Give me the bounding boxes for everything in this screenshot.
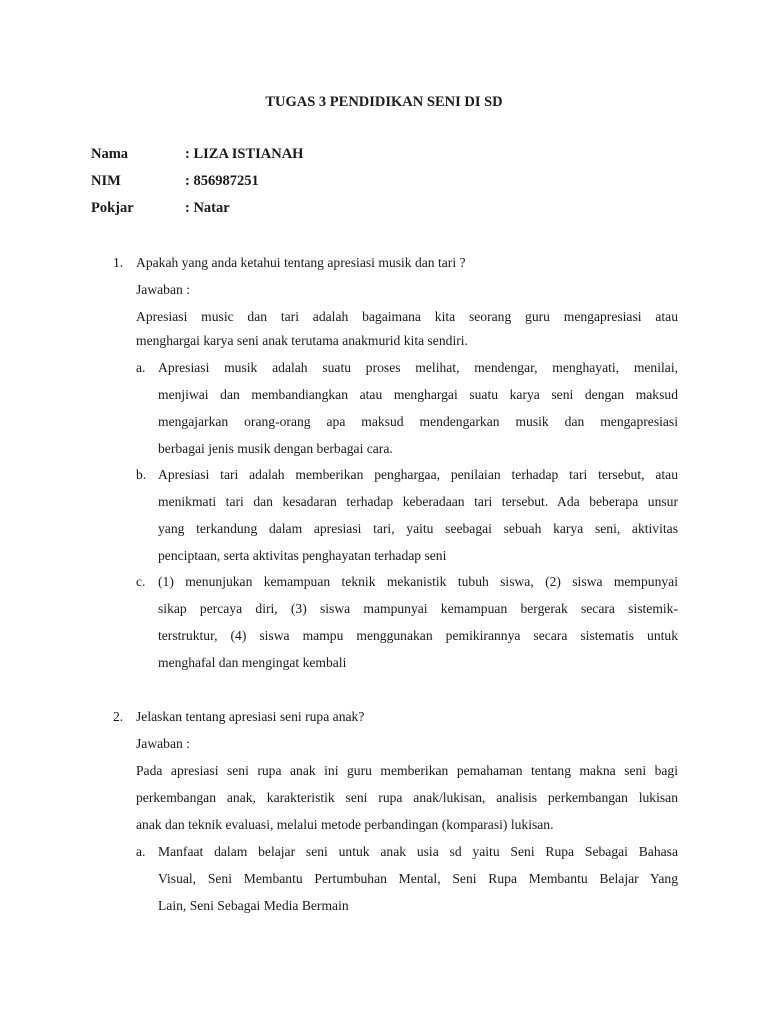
list-item-line: menikmati tari dan kesadaran terhadap keberadaan tari tersebut. Ada beberapa unsur [158, 494, 678, 509]
list-item-label: a. [136, 360, 146, 375]
answer-intro-line: menghargai karya seni anak terutama anakmurid kita sendiri. [136, 333, 468, 348]
list-item-label: a. [136, 844, 146, 859]
list-item-line: (1) menunjukan kemampuan teknik mekanistik tubuh siswa, (2) siswa mempunyai [158, 574, 678, 589]
identity-label: NIM [91, 173, 121, 189]
identity-value: : 856987251 [185, 173, 259, 189]
list-item-line: terstruktur, (4) siswa mampu menggunakan pemikirannya secara sistematis untuk [158, 628, 678, 643]
question-text: Jelaskan tentang apresiasi seni rupa anak? [136, 709, 365, 724]
answer-intro-line: Pada apresiasi seni rupa anak ini guru memberikan pemahaman tentang makna seni bagi [136, 763, 678, 778]
answer-intro-line: Apresiasi music dan tari adalah bagaimana kita seorang guru mengapresiasi atau [136, 309, 678, 324]
list-item-line: penciptaan, serta aktivitas penghayatan terhadap seni [158, 548, 447, 563]
question-number: 1. [113, 255, 124, 270]
question-text: Apakah yang anda ketahui tentang apresiasi musik dan tari ? [136, 255, 466, 270]
list-item-line: Apresiasi tari adalah memberikan penghargaa, penilaian terhadap tari tersebut, atau [158, 467, 678, 482]
identity-label: Pokjar [91, 200, 134, 216]
question-number: 2. [113, 709, 124, 724]
list-item-line: Lain, Seni Sebagai Media Bermain [158, 898, 349, 913]
answer-intro-line: anak dan teknik evaluasi, melalui metode perbandingan (komparasi) lukisan. [136, 817, 554, 832]
list-item-line: menjiwai dan membandiangkan atau menghargai suatu karya seni dengan maksud [158, 387, 678, 402]
list-item-line: Manfaat dalam belajar seni untuk anak usia sd yaitu Seni Rupa Sebagai Bahasa [158, 844, 678, 859]
list-item-line: Visual, Seni Membantu Pertumbuhan Mental, Seni Rupa Membantu Belajar Yang [158, 871, 678, 886]
list-item-line: menghafal dan mengingat kembali [158, 655, 347, 670]
answer-label: Jawaban : [136, 736, 190, 751]
list-item-line: yang terkandung dalam apresiasi tari, yaitu seebagai sebuah karya seni, aktivitas [158, 521, 678, 536]
list-item-line: sikap percaya diri, (3) siswa mampunyai kemampuan bergerak secara sistemik- [158, 601, 678, 616]
identity-value: : Natar [185, 200, 230, 216]
document-title: TUGAS 3 PENDIDIKAN SENI DI SD [265, 94, 503, 110]
answer-label: Jawaban : [136, 282, 190, 297]
list-item-line: Apresiasi musik adalah suatu proses melihat, mendengar, menghayati, menilai, [158, 360, 678, 375]
list-item-label: c. [136, 574, 146, 589]
answer-intro-line: perkembangan anak, karakteristik seni rupa anak/lukisan, analisis perkembangan lukisan [136, 790, 678, 805]
identity-value: : LIZA ISTIANAH [185, 146, 304, 162]
list-item-line: berbagai jenis musik dengan berbagai cara. [158, 441, 393, 456]
identity-label: Nama [91, 146, 129, 162]
list-item-label: b. [136, 467, 147, 482]
list-item-line: mengajarkan orang-orang apa maksud mendengarkan musik dan mengapresiasi [158, 414, 678, 429]
